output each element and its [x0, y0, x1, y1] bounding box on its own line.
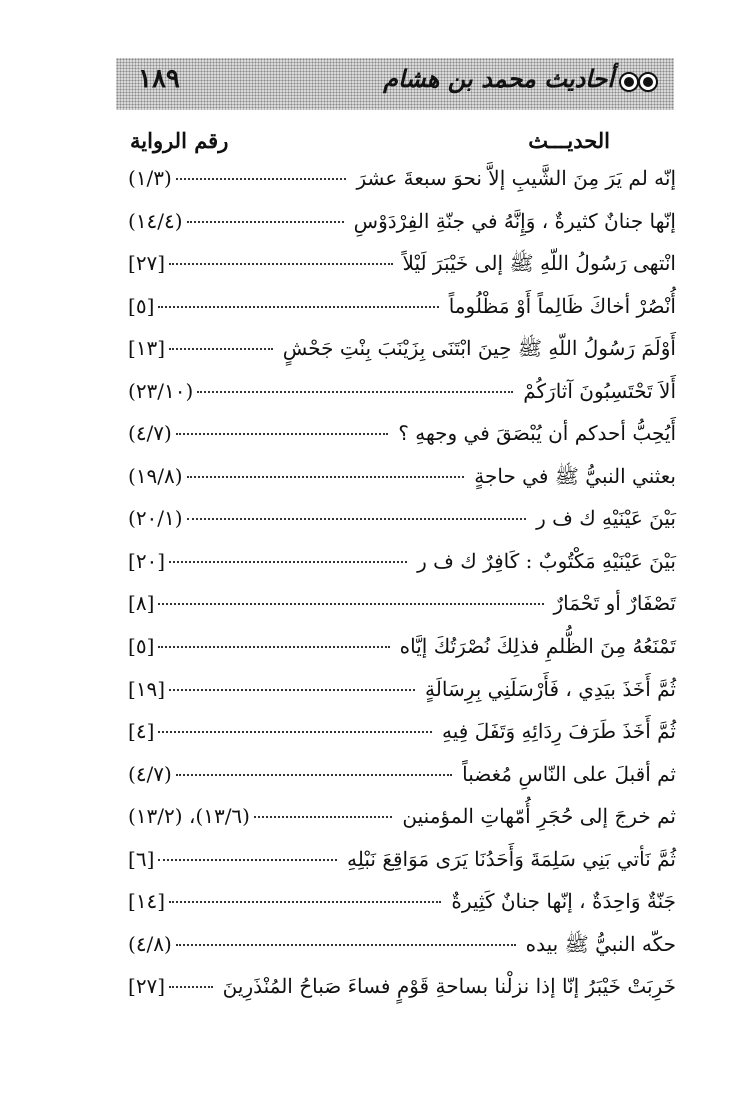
index-row	[128, 804, 676, 847]
hadith-text: أُنْصُرْ أخاكَ ظَالِماً أَوْ مَظْلُوماً	[448, 293, 676, 318]
narration-ref: (١/٣)	[128, 166, 172, 190]
hadith-text: إنّه لم يَرَ مِنَ الشَّيبِ إلاَّ نحوَ سبعةَ عشرَ	[356, 166, 676, 190]
hadith-text: بَيْنَ عَيْنَيْهِ مَكْتُوبٌ : كَافِرٌ ك ف ر	[417, 548, 676, 573]
index-row	[128, 421, 676, 464]
index-row	[128, 251, 676, 294]
dot-leader	[169, 263, 392, 265]
narration-ref: (١٤/٤)	[128, 208, 183, 233]
hadith-text: أَوْلَمَ رَسُولُ اللّهِ ﷺ حِينَ ابْتَنَى بِزَيْنَبَ بِنْتِ جَحْشٍ	[282, 336, 676, 361]
hadith-text: أَيُحِبُّ أحدكم أن يُبْصَقَ في وجههِ ؟	[398, 421, 676, 446]
narration-ref: [١٣]	[128, 336, 166, 361]
narration-ref: [٨]	[128, 591, 155, 616]
index-row	[128, 379, 676, 422]
hadith-text: تَمْنَعُهُ مِنَ الظُّلمِ فذلِكَ نُصْرَتُكَ إيَّاه	[399, 634, 676, 659]
narration-ref: (٢٣/١٠)	[128, 378, 194, 403]
dot-leader	[254, 816, 392, 818]
dot-leader	[176, 774, 452, 776]
narration-ref: [١٤]	[128, 889, 166, 914]
dot-leader	[169, 348, 273, 350]
narration-ref: [٢٠]	[128, 548, 166, 573]
hadith-text: بعثني النبيُّ ﷺ في حاجةٍ	[474, 463, 676, 488]
dot-leader	[158, 603, 543, 605]
hadith-text: حكّه النبيُّ ﷺ بيده	[525, 931, 676, 956]
narration-ref: [٥]	[128, 293, 155, 318]
dot-leader	[158, 859, 337, 861]
hadith-text: أَلاَ تَحْتَسِبُونَ آثارَكُمْ	[523, 378, 676, 403]
dot-leader	[158, 731, 432, 733]
page-header	[116, 58, 674, 110]
dot-leader	[169, 901, 441, 903]
index-row	[128, 889, 676, 932]
dot-leader	[187, 518, 527, 520]
index-row	[128, 634, 676, 677]
index-row	[128, 762, 676, 805]
hadith-text: تَصْفَارٌ أو تَحْمَارٌ	[553, 591, 676, 616]
narration-ref: [٥]	[128, 634, 155, 659]
hadith-text: ثم أقبلَ على النّاسِ مُغضباً	[462, 761, 676, 786]
dot-leader	[176, 178, 347, 180]
hadith-text: ثُمَّ نَأتي بَنِي سَلِمَةَ وَأَحَدُنَا يَرَى مَوَاقِعَ نَبْلِهِ	[347, 846, 676, 871]
hadith-text: ثُمَّ أَخَذَ طَرَفَ رِدَائِهِ وَتَفَلَ فِيهِ	[442, 719, 676, 744]
narration-ref: (٤/٧)	[128, 421, 172, 446]
index-row	[128, 464, 676, 507]
index-row	[128, 209, 676, 252]
hadith-text: إنّها جنانٌ كثيرةٌ ، وَإِنَّهُ في جنّةِ الفِرْدَوْسِ	[353, 208, 676, 233]
narration-ref: (٢٠/١)	[128, 506, 183, 531]
running-title: أحاديث محمد بن هشام	[383, 64, 614, 93]
narration-ref: [٤]	[128, 719, 155, 744]
dot-leader	[169, 561, 407, 563]
index-row	[128, 549, 676, 592]
hadith-text: بَيْنَ عَيْنَيْهِ ك ف ر	[536, 506, 676, 531]
index-row	[128, 336, 676, 379]
hadith-text: انْتهى رَسُولُ اللّهِ ﷺ إلى خَيْبَرَ لَيْلاً	[402, 251, 676, 276]
index-row	[128, 719, 676, 762]
index-row	[128, 847, 676, 890]
hadith-text: خَرِبَتْ خَيْبَرُ إنّا إذا نزلْنا بساحةِ قَوْمٍ فساءَ صَباحُ المُنْذَرِينَ	[222, 974, 676, 999]
header-ornament-icon	[622, 72, 658, 92]
dot-leader	[187, 221, 344, 223]
narration-ref: (١٣/٢) ،(١٣/٦)	[128, 804, 250, 829]
dot-leader	[169, 986, 213, 988]
dot-leader	[169, 689, 415, 691]
column-heading-narration: رقم الرواية	[130, 128, 229, 153]
dot-leader	[158, 646, 389, 648]
hadith-text: ثم خرجَ إلى حُجَرِ أُمّهاتِ المؤمنين	[402, 804, 676, 829]
column-heading-hadith: الحديـــث	[528, 128, 610, 153]
dot-leader	[176, 433, 388, 435]
index-row	[128, 506, 676, 549]
narration-ref: (١٩/٨)	[128, 463, 183, 488]
page-number: ١٨٩	[138, 64, 180, 94]
index-row	[128, 677, 676, 720]
narration-ref: [٢٧]	[128, 974, 166, 999]
index-row	[128, 294, 676, 337]
narration-ref: [٦]	[128, 846, 155, 871]
index-row	[128, 166, 676, 209]
index-row	[128, 932, 676, 975]
dot-leader	[197, 391, 513, 393]
narration-ref: [٢٧]	[128, 251, 166, 276]
index-row	[128, 974, 676, 1017]
dot-leader	[187, 476, 465, 478]
narration-ref: [١٩]	[128, 676, 166, 701]
index-row	[128, 591, 676, 634]
narration-ref: (٤/٧)	[128, 761, 172, 786]
narration-ref: (٤/٨)	[128, 931, 172, 956]
dot-leader	[176, 944, 516, 946]
hadith-text: جَنّةٌ وَاحِدَةٌ ، إنّها جنانٌ كَثِيرةٌ	[451, 889, 676, 914]
hadith-text: ثُمَّ أَخَذَ بيَدِي ، فَأَرْسَلَنِي بِرِسَالَةٍ	[425, 676, 676, 701]
hadith-index-list	[128, 166, 676, 1017]
dot-leader	[158, 306, 438, 308]
